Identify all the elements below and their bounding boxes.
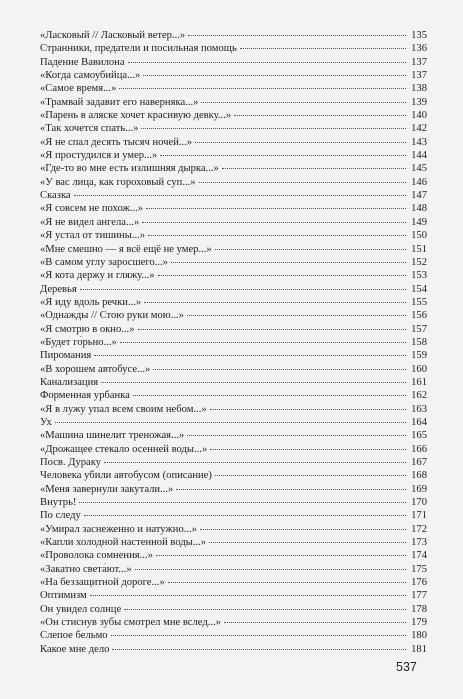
dot-leader	[143, 75, 406, 76]
dot-leader	[215, 249, 406, 250]
toc-entry	[40, 416, 427, 429]
toc-entry-page: 137	[411, 70, 427, 82]
toc-entry-title: Какое мне дело	[40, 643, 110, 655]
toc-entry-title: Он увидел солнце	[40, 603, 122, 615]
toc-entry	[40, 403, 427, 416]
dot-leader	[195, 142, 406, 143]
toc-entry	[40, 82, 427, 95]
toc-entry	[40, 389, 427, 402]
dot-leader	[90, 595, 406, 596]
toc-entry-title: Канализация	[40, 376, 99, 388]
toc-entry	[40, 109, 427, 122]
dot-leader	[158, 275, 406, 276]
dot-leader	[79, 502, 406, 503]
toc-entry	[40, 549, 427, 562]
toc-entry-title: «Меня завернули закутали...»	[40, 483, 174, 495]
toc-entry-page: 143	[411, 136, 427, 148]
toc-entry-title: «Капли холодной настенной воды...»	[40, 537, 207, 549]
toc-entry	[40, 202, 427, 215]
toc-entry-title: Внутрь!	[40, 497, 77, 509]
toc-entry-page: 170	[411, 497, 427, 509]
toc-entry-page: 165	[411, 430, 427, 442]
toc-entry-page: 137	[411, 56, 427, 68]
toc-entry-page: 167	[411, 457, 427, 468]
dot-leader	[234, 115, 406, 116]
toc-entry	[40, 176, 427, 189]
toc-entry-title: «Я иду вдоль речки...»	[40, 296, 142, 308]
toc-entry-page: 135	[411, 30, 427, 41]
toc-entry-page: 148	[411, 203, 427, 215]
toc-entry-title: «Проволока сомнения...»	[40, 550, 153, 562]
toc-entry	[40, 189, 427, 202]
toc-entry-page: 153	[411, 270, 427, 282]
toc-entry	[40, 243, 427, 256]
toc-entry	[40, 496, 427, 509]
dot-leader	[124, 609, 406, 610]
toc-entry-title: «Я простудился и умер...»	[40, 150, 158, 162]
toc-entry	[40, 96, 427, 109]
toc-entry-title: «Я совсем не похож...»	[40, 203, 144, 215]
toc-entry-page: 179	[411, 617, 427, 629]
toc-entry-page: 139	[411, 96, 427, 108]
toc-entry	[40, 296, 427, 309]
toc-entry	[40, 483, 427, 496]
toc-entry-page: 181	[411, 643, 427, 655]
dot-leader	[104, 462, 406, 463]
toc-entry	[40, 603, 427, 616]
toc-entry-page: 138	[411, 83, 427, 95]
toc-entry-page: 146	[411, 176, 427, 188]
toc-entry	[40, 336, 427, 349]
toc-entry	[40, 443, 427, 456]
toc-entry	[40, 643, 427, 656]
toc-entry-title: «На беззащитной дороге...»	[40, 577, 165, 589]
toc-entry	[40, 42, 427, 55]
toc-entry-page: 172	[411, 523, 427, 535]
dot-leader	[55, 422, 406, 423]
toc-entry	[40, 349, 427, 362]
toc-entry	[40, 149, 427, 162]
toc-entry-page: 140	[411, 110, 427, 122]
dot-leader	[128, 62, 406, 63]
dot-leader	[156, 555, 406, 556]
toc-entry-page: 171	[411, 510, 427, 522]
toc-entry	[40, 162, 427, 175]
dot-leader	[111, 635, 406, 636]
dot-leader	[199, 182, 406, 183]
dot-leader	[171, 262, 406, 263]
toc-entry-title: Оптимизм	[40, 590, 87, 602]
page-number: 537	[396, 660, 417, 674]
toc-entry	[40, 216, 427, 229]
toc-entry-page: 169	[411, 483, 427, 495]
toc-entry	[40, 323, 427, 336]
toc-entry-title: «Однажды // Стою руки мою...»	[40, 310, 184, 322]
toc-entry-title: «Машина шинелит треножая...»	[40, 430, 185, 442]
toc-entry-page: 150	[411, 230, 427, 242]
toc-entry-page: 180	[411, 630, 427, 642]
toc-entry-title: «Я в лужу упал всем своим небом...»	[40, 403, 207, 415]
toc-entry	[40, 536, 427, 549]
toc-entry-page: 142	[411, 123, 427, 135]
dot-leader	[94, 355, 406, 356]
dot-leader	[80, 289, 406, 290]
dot-leader	[187, 315, 406, 316]
toc-entry-title: Странники, предатели и посильная помощь	[40, 43, 237, 55]
toc-entry-page: 152	[411, 256, 427, 268]
toc-entry-title: «Трамвай задавит его наверняка...»	[40, 96, 199, 108]
dot-leader	[120, 342, 406, 343]
toc-entry-title: Сказка	[40, 190, 71, 202]
dot-leader	[142, 222, 406, 223]
toc-entry	[40, 122, 427, 135]
toc-entry-page: 155	[411, 296, 427, 308]
dot-leader	[240, 48, 406, 49]
dot-leader	[210, 409, 406, 410]
dot-leader	[112, 649, 406, 650]
toc-entry	[40, 229, 427, 242]
toc-entry	[40, 629, 427, 642]
dot-leader	[215, 475, 406, 476]
toc-entry-page: 159	[411, 350, 427, 362]
toc-entry-title: «У вас лица, как гороховый суп...»	[40, 176, 196, 188]
dot-leader	[188, 35, 406, 36]
toc-entry-title: «Когда самоубийца...»	[40, 70, 141, 82]
toc-entry-title: Посв. Дураку	[40, 457, 102, 468]
toc-entry	[40, 309, 427, 322]
dot-leader	[144, 302, 406, 303]
toc-entry	[40, 616, 427, 629]
dot-leader	[141, 128, 406, 129]
toc-entry	[40, 256, 427, 269]
dot-leader	[101, 382, 406, 383]
toc-entry-page: 160	[411, 363, 427, 375]
toc-entry-page: 157	[411, 323, 427, 335]
toc-entry-page: 178	[411, 603, 427, 615]
toc-entry-page: 158	[411, 336, 427, 348]
toc-entry	[40, 523, 427, 536]
dot-leader	[168, 582, 406, 583]
toc-entry-page: 166	[411, 443, 427, 455]
toc-entry	[40, 469, 427, 482]
toc-entry-title: «В хорошем автобусе...»	[40, 363, 151, 375]
dot-leader	[209, 542, 406, 543]
dot-leader	[210, 449, 406, 450]
toc-entry	[40, 509, 427, 522]
toc-entry-page: 173	[411, 537, 427, 549]
toc-entry	[40, 589, 427, 602]
toc-entry-page: 164	[411, 416, 427, 428]
toc-entry-title: «В самом углу заросшего...»	[40, 256, 168, 268]
toc-entry-page: 161	[411, 376, 427, 388]
toc-entry-title: Человека убили автобусом (описание)	[40, 470, 212, 482]
toc-entry-title: Деревья	[40, 283, 77, 295]
toc-entry-title: «Дрожащее стекало осенней воды...»	[40, 443, 208, 455]
toc-entry-page: 154	[411, 283, 427, 295]
toc-entry-page: 174	[411, 550, 427, 562]
toc-entry-page: 162	[411, 390, 427, 402]
dot-leader	[84, 515, 406, 516]
toc-entry-title: «Закатно света́ют...»	[40, 563, 132, 575]
toc-entry-title: Ух	[40, 416, 52, 428]
toc-entry-title: «Парень в аляске хочет красивую девку...»	[40, 110, 232, 122]
toc-entry-page: 136	[411, 43, 427, 55]
toc-entry-title: «Так хочется спать...»	[40, 123, 139, 135]
toc-entry-title: Пиромания	[40, 350, 92, 362]
toc-entry-title: «Ласковый // Ласковый ветер...»	[40, 30, 186, 41]
toc-entry-page: 156	[411, 310, 427, 322]
dot-leader	[138, 329, 407, 330]
dot-leader	[153, 369, 406, 370]
table-of-contents	[40, 29, 427, 656]
toc-entry-title: «Я смотрю в окно...»	[40, 323, 135, 335]
toc-entry	[40, 429, 427, 442]
toc-entry-title: «Я не видел ангела...»	[40, 216, 140, 228]
toc-entry-title: «Я не спал десять тысяч ночей...»	[40, 136, 193, 148]
toc-entry	[40, 136, 427, 149]
dot-leader	[74, 195, 406, 196]
toc-entry	[40, 456, 427, 469]
dot-leader	[160, 155, 406, 156]
toc-entry-title: Слепое бельмо	[40, 630, 108, 642]
toc-entry	[40, 29, 427, 42]
toc-entry-page: 168	[411, 470, 427, 482]
toc-entry-page: 175	[411, 563, 427, 575]
toc-entry	[40, 269, 427, 282]
dot-leader	[187, 435, 406, 436]
toc-entry-title: «Я устал от тишины...»	[40, 230, 146, 242]
toc-entry-page: 145	[411, 163, 427, 175]
dot-leader	[133, 395, 406, 396]
toc-entry-title: «Мне смешно — я всё ещё не умер...»	[40, 243, 212, 255]
toc-entry	[40, 56, 427, 69]
dot-leader	[119, 88, 406, 89]
toc-entry-title: «Он стиснув зубы смотрел мне вслед...»	[40, 617, 221, 629]
toc-entry-page: 163	[411, 403, 427, 415]
toc-entry	[40, 363, 427, 376]
toc-entry	[40, 69, 427, 82]
toc-entry-title: «Где-то во мне есть излишняя дырка...»	[40, 163, 219, 175]
toc-entry	[40, 563, 427, 576]
toc-entry-page: 144	[411, 150, 427, 162]
toc-entry-page: 177	[411, 590, 427, 602]
toc-entry-title: «Самое время...»	[40, 83, 117, 95]
toc-entry	[40, 576, 427, 589]
toc-entry-page: 149	[411, 216, 427, 228]
toc-entry-title: «Я кота держу и гляжу...»	[40, 270, 155, 282]
dot-leader	[224, 622, 406, 623]
toc-entry-page: 151	[411, 243, 427, 255]
dot-leader	[146, 208, 406, 209]
toc-entry	[40, 376, 427, 389]
toc-entry-title: По следу	[40, 510, 81, 522]
toc-entry-page: 147	[411, 190, 427, 202]
dot-leader	[148, 235, 406, 236]
toc-entry-page: 176	[411, 577, 427, 589]
dot-leader	[200, 529, 406, 530]
dot-leader	[135, 569, 406, 570]
toc-entry-title: «Будет го́рьно...»	[40, 336, 117, 348]
toc-entry-title: Падение Вавилона	[40, 56, 125, 68]
dot-leader	[201, 102, 406, 103]
toc-entry	[40, 283, 427, 296]
toc-entry-title: Форменная урбанка	[40, 390, 130, 402]
dot-leader	[176, 489, 406, 490]
toc-entry-title: «Умирал заснеженно и натужно...»	[40, 523, 197, 535]
dot-leader	[222, 168, 406, 169]
